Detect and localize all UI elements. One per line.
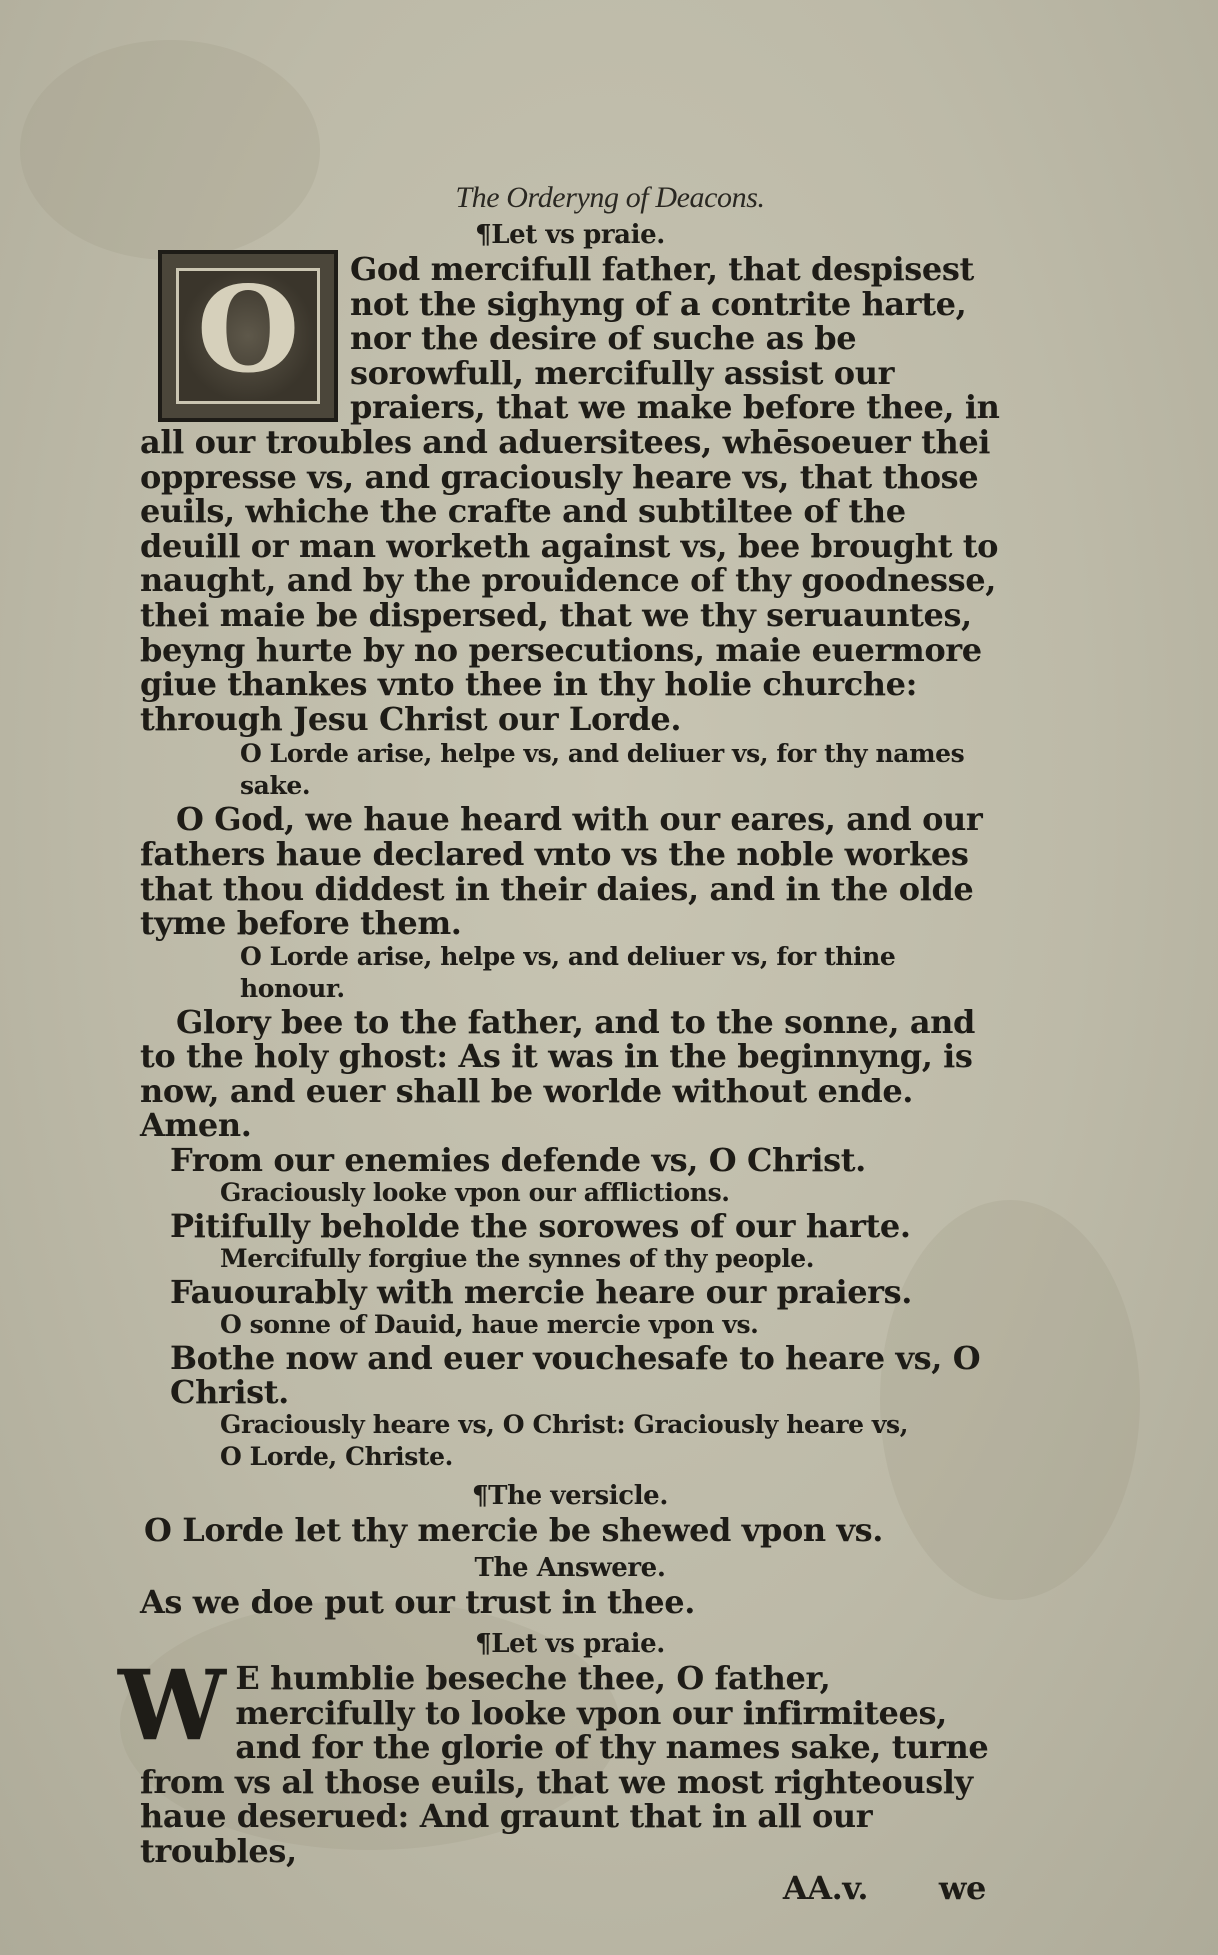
signature-mark: AA.v. (782, 1868, 869, 1907)
answer-text: As we doe put our trust in thee. (140, 1583, 695, 1622)
collect-text: God mercifull father, that despisest not the sighyng of a contrite harte, nor the desire of suche as be sorowfull, mercifully assist our praiers, that we make before thee, in all our troubles and aduersitees, whēsoeuer thei oppresse vs, and graciously heare vs, that those euils, whiche the crafte and subtiltee of the deuill or man worketh against vs, bee brought to naught, and by the prouidence of thy goodnesse, thei maie be dispersed, that we thy seruauntes, beyng hurte by no persecutions, maie euermore giue thankes vnto thee in thy holie churche: through Jesu Christ our Lorde. (140, 250, 1000, 738)
collect-text: E humblie beseche thee, O father, mercifully to looke vpon our infirmitees, and for the glorie of thy names sake, turne from vs al those euils, that we most righteously haue deserued: And graunt that in all our troubles, (140, 1659, 989, 1871)
versicle-text: O Lorde let thy mercie be shewed vpon vs. (144, 1511, 884, 1550)
litany-list (140, 1143, 1000, 1473)
litany-response: Graciously heare vs, O Christ: Graciously heare vs, O Lorde, Christe. (220, 1410, 908, 1472)
litany-versicle: Pitifully beholde the sorowes of our harte. (170, 1207, 911, 1246)
answer-heading: The Answere. (474, 1553, 666, 1584)
litany-response: Graciously looke vpon our afflictions. (220, 1178, 730, 1208)
initial-letter: O (196, 260, 300, 399)
collect-paragraph (140, 252, 1000, 736)
versicle-heading: ¶The versicle. (472, 1481, 668, 1512)
litany-versicle: Fauourably with mercie heare our praiers. (170, 1273, 912, 1312)
versicle-line: O Lorde arise, helpe vs, and deliuer vs, for thy names sake. (240, 739, 965, 801)
litany-response: O sonne of Dauid, haue mercie vpon vs. (220, 1310, 759, 1340)
prayer-heading: ¶Let vs praie. (475, 1629, 665, 1660)
signature-line (140, 1869, 1000, 1907)
collect-paragraph (118, 1649, 1000, 1871)
initial-letter: W (118, 1649, 226, 1763)
psalm-verse: O God, we haue heard with our eares, and our fathers haue declared vnto vs the noble workes that thou diddest in their daies, and in the olde tyme before them. (140, 800, 983, 943)
catchword: we (938, 1868, 986, 1907)
running-head: The Orderyng of Deacons. (455, 181, 765, 214)
litany-versicle: From our enemies defende vs, O Christ. (170, 1141, 866, 1180)
versicle-line: O Lorde arise, helpe vs, and deliuer vs, for thine honour. (240, 941, 896, 1003)
gloria-patri: Glory bee to the father, and to the sonne, and to the holy ghost: As it was in the beginnyng, is now, and euer shall be worlde without ende. Amen. (140, 1002, 976, 1145)
ornamental-initial (158, 250, 338, 422)
prayer-heading: ¶Let vs praie. (475, 220, 665, 250)
litany-versicle: Bothe now and euer vouchesafe to heare vs, O Christ. (170, 1339, 981, 1412)
page-text-block (118, 178, 1000, 1907)
litany-response: Mercifully forgiue the synnes of thy people. (220, 1244, 815, 1274)
